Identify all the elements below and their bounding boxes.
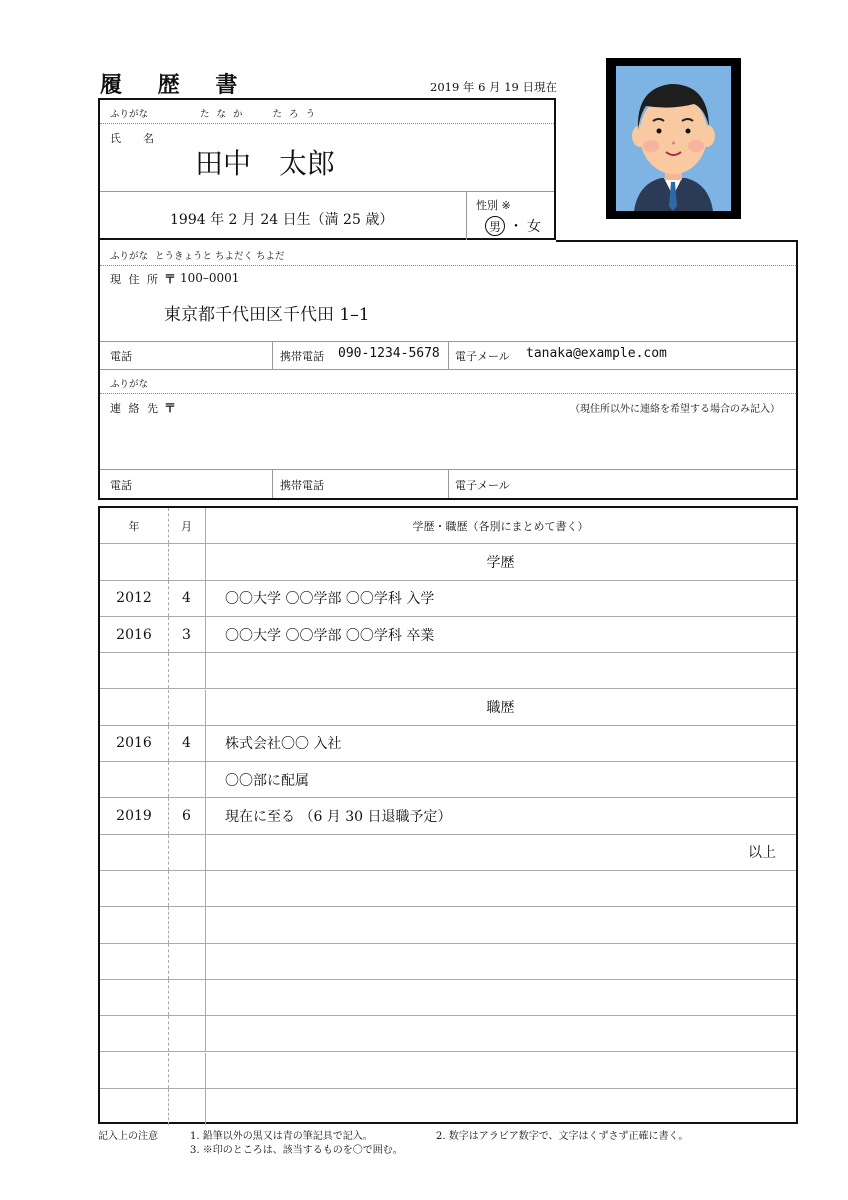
divider xyxy=(100,393,796,394)
table-row xyxy=(100,544,796,580)
note-item: 2. 数字はアラビア数字で、文字はくずさず正確に書く。 xyxy=(436,1131,689,1142)
row-month[interactable] xyxy=(168,762,205,797)
row-text[interactable]: 〇〇部に配属 xyxy=(225,772,309,789)
divider xyxy=(100,123,554,124)
furigana-label: ふりがな xyxy=(110,251,149,262)
divider xyxy=(100,191,554,192)
as-of-date: 2019 年 6 月 19 日現在 xyxy=(430,80,557,94)
email-label: 電子メール xyxy=(455,350,510,363)
furigana-label: ふりがな xyxy=(110,379,149,390)
table-row xyxy=(100,653,796,689)
row-year[interactable] xyxy=(100,1016,168,1051)
table-row xyxy=(100,944,796,980)
header-year: 年 xyxy=(128,519,140,533)
name-section xyxy=(98,98,556,240)
name-label: 氏 名 xyxy=(110,132,154,145)
address-label: 現 住 所 xyxy=(110,273,160,286)
table-row xyxy=(100,726,796,762)
row-month[interactable] xyxy=(168,944,205,979)
row-year[interactable] xyxy=(100,544,168,579)
row-year[interactable]: 2016 xyxy=(116,735,152,752)
gender-label: 性別 ※ xyxy=(476,199,511,212)
row-text[interactable]: 以上 xyxy=(748,845,776,862)
row-month[interactable]: 4 xyxy=(182,735,191,752)
divider xyxy=(448,341,449,369)
mobile-label: 携帯電話 xyxy=(280,350,324,363)
table-row xyxy=(100,980,796,1016)
row-month[interactable] xyxy=(168,1053,205,1088)
table-row xyxy=(100,907,796,943)
contact-label: 連 絡 先 xyxy=(110,402,160,415)
photo-frame xyxy=(606,58,741,219)
postal-mark: 〒 xyxy=(164,272,177,286)
row-text[interactable] xyxy=(205,871,796,906)
contact-mobile-label: 携帯電話 xyxy=(280,479,324,492)
row-month[interactable] xyxy=(168,907,205,942)
row-text[interactable] xyxy=(205,1053,796,1088)
table-row xyxy=(100,762,796,798)
history-table xyxy=(98,506,798,1124)
table-row xyxy=(100,1016,796,1052)
row-text[interactable]: 学歴 xyxy=(486,554,515,571)
contact-note: （現住所以外に連絡を希望する場合のみ記入） xyxy=(570,404,780,415)
contact-phone-label: 電話 xyxy=(110,479,132,492)
address-furigana[interactable]: とうきょうと ちよだく ちよだ xyxy=(155,251,285,262)
table-row xyxy=(100,871,796,907)
row-year[interactable] xyxy=(100,835,168,870)
postal-code[interactable]: 100–0001 xyxy=(180,271,240,285)
row-text[interactable]: 職歴 xyxy=(486,700,515,717)
row-year[interactable] xyxy=(100,762,168,797)
row-year[interactable]: 2012 xyxy=(116,590,152,607)
mobile-value[interactable]: 090-1234-5678 xyxy=(338,346,440,361)
row-text[interactable]: 現在に至る （6 月 30 日退職予定） xyxy=(225,809,452,826)
row-year[interactable] xyxy=(100,980,168,1015)
postal-mark: 〒 xyxy=(164,401,177,415)
row-text[interactable] xyxy=(205,1016,796,1051)
furigana-label: ふりがな xyxy=(110,109,149,120)
row-month[interactable] xyxy=(168,544,205,579)
table-row xyxy=(100,798,796,834)
table-row xyxy=(100,581,796,617)
row-month[interactable]: 4 xyxy=(182,590,191,607)
row-text[interactable]: 株式会社〇〇 入社 xyxy=(225,736,342,753)
gender-separator: ・ xyxy=(509,219,523,235)
row-text[interactable]: 〇〇大学 〇〇学部 〇〇学科 卒業 xyxy=(225,627,435,644)
row-month[interactable] xyxy=(168,835,205,870)
contact-email-label: 電子メール xyxy=(455,479,510,492)
row-month[interactable]: 6 xyxy=(182,808,191,825)
row-year[interactable]: 2019 xyxy=(116,808,152,825)
address-value[interactable]: 東京都千代田区千代田 1–1 xyxy=(164,305,370,325)
name-value[interactable]: 田中 太郎 xyxy=(195,147,336,180)
row-text[interactable] xyxy=(205,907,796,942)
address-section xyxy=(98,240,798,500)
gender-options xyxy=(485,216,541,236)
note-item: 3. ※印のところは、該当するものを〇で囲む。 xyxy=(190,1145,403,1156)
divider xyxy=(100,265,796,266)
row-month[interactable]: 3 xyxy=(182,626,191,643)
row-year[interactable] xyxy=(100,944,168,979)
table-row xyxy=(100,1053,796,1089)
row-year[interactable] xyxy=(100,690,168,725)
header-text: 学歴・職歴（各別にまとめて書く） xyxy=(412,519,589,533)
table-header xyxy=(100,508,796,544)
header-month: 月 xyxy=(181,519,192,533)
row-year[interactable] xyxy=(100,1089,168,1125)
person-photo-icon xyxy=(616,66,731,211)
row-year[interactable]: 2016 xyxy=(116,626,152,643)
gender-female-option[interactable]: 女 xyxy=(527,219,541,235)
row-month[interactable] xyxy=(168,690,205,725)
row-month[interactable] xyxy=(168,980,205,1015)
divider xyxy=(272,341,273,369)
email-value[interactable]: tanaka@example.com xyxy=(526,346,667,361)
phone-label: 電話 xyxy=(110,350,132,363)
note-item: 1. 鉛筆以外の黒又は青の筆記具で記入。 xyxy=(190,1131,373,1142)
row-month[interactable] xyxy=(168,871,205,906)
row-month[interactable] xyxy=(168,1089,205,1125)
notes-label: 記入上の注意 xyxy=(98,1131,158,1142)
birth-date[interactable]: 1994 年 2 月 24 日生（満 25 歳） xyxy=(170,212,394,228)
divider xyxy=(272,469,273,498)
row-text[interactable] xyxy=(205,944,796,979)
row-year[interactable] xyxy=(100,1053,168,1088)
document-title: 履 歴 書 xyxy=(100,73,252,98)
table-row xyxy=(100,1089,796,1125)
table-row xyxy=(100,835,796,871)
row-month[interactable] xyxy=(168,653,205,688)
row-year[interactable] xyxy=(100,653,168,688)
table-row xyxy=(100,690,796,726)
row-text[interactable]: 〇〇大学 〇〇学部 〇〇学科 入学 xyxy=(225,591,435,608)
row-year[interactable] xyxy=(100,907,168,942)
divider xyxy=(448,469,449,498)
row-text[interactable] xyxy=(205,1089,796,1125)
row-text[interactable] xyxy=(205,653,796,688)
row-year[interactable] xyxy=(100,871,168,906)
gender-male-option[interactable]: 男 xyxy=(485,216,505,236)
divider xyxy=(100,369,796,370)
name-furigana[interactable]: た な か た ろ う xyxy=(200,109,318,120)
row-text[interactable] xyxy=(205,980,796,1015)
divider xyxy=(466,191,467,240)
table-row xyxy=(100,617,796,653)
row-month[interactable] xyxy=(168,1016,205,1051)
